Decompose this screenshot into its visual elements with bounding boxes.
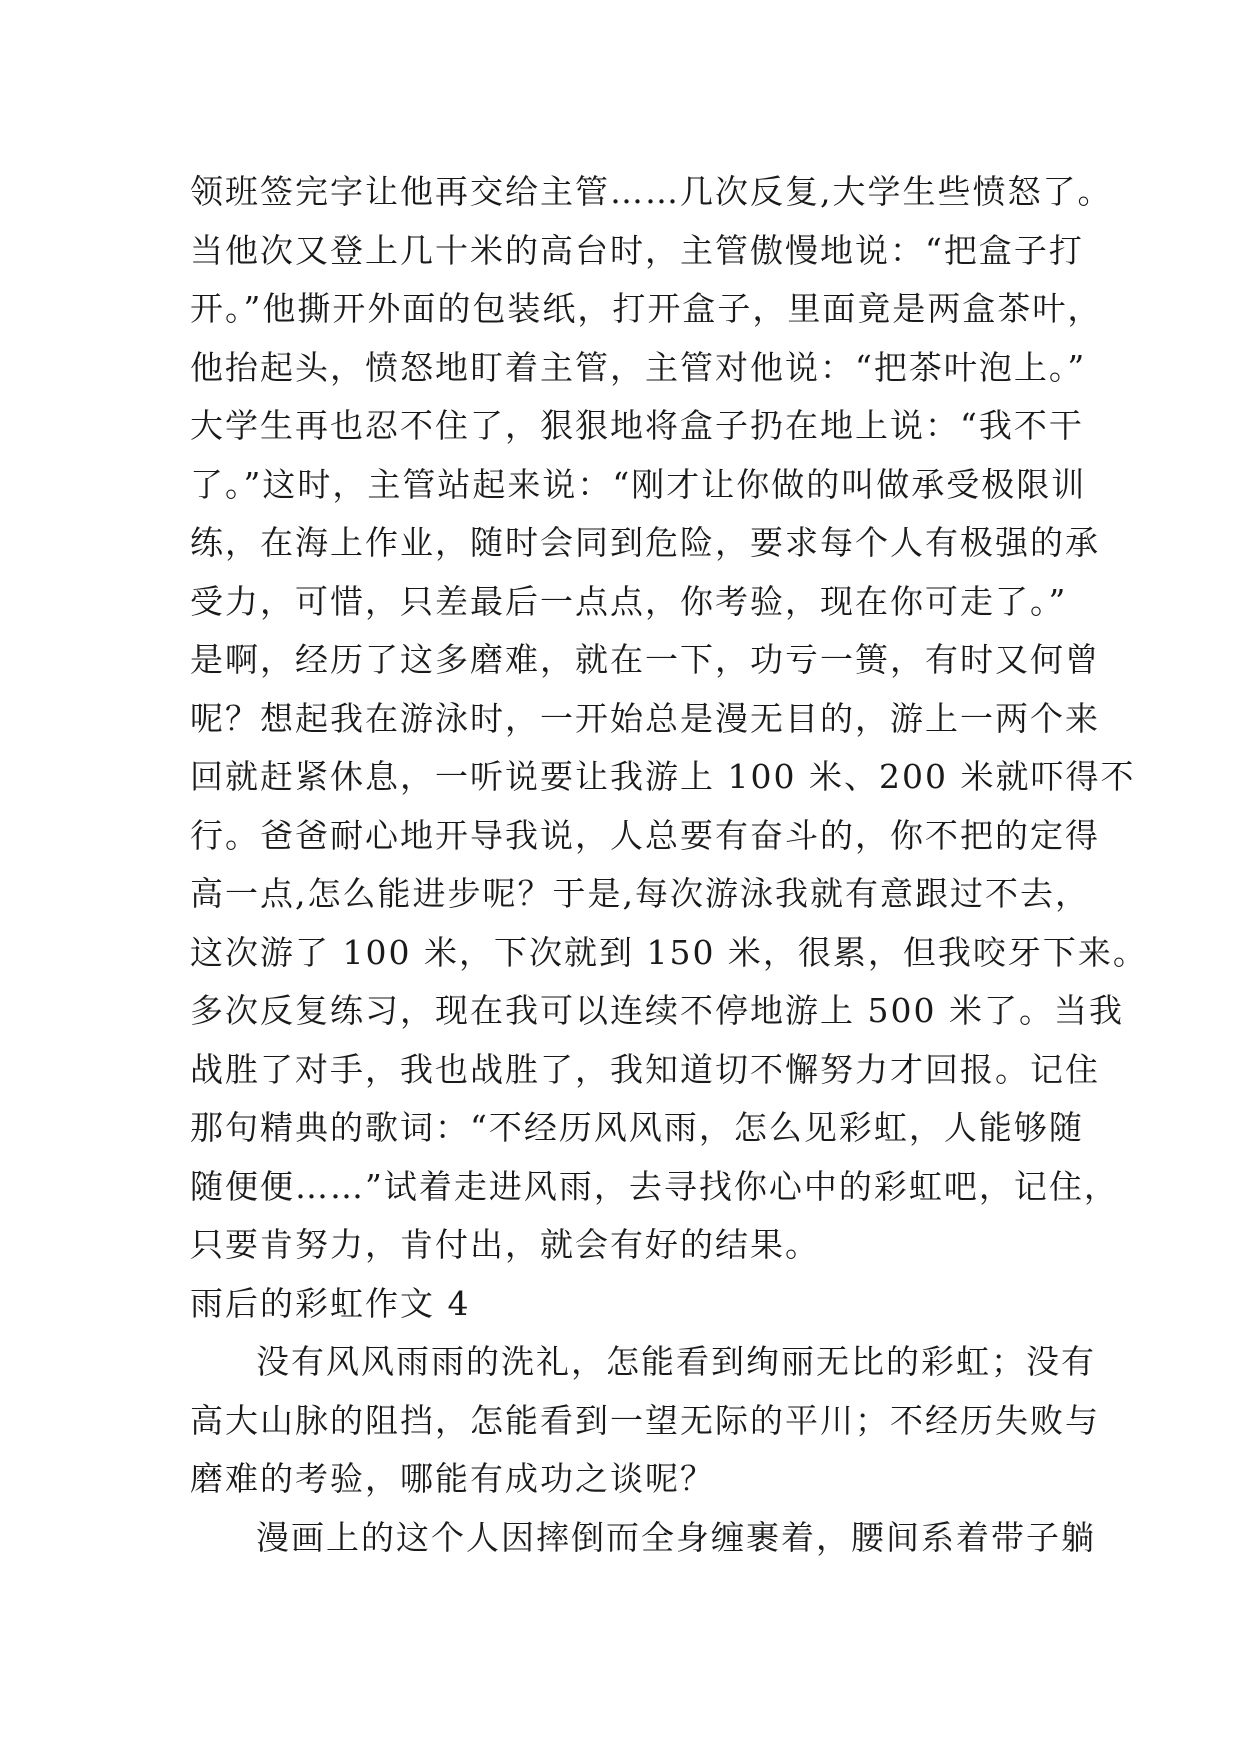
text-line: 那句精典的歌词：“不经历风风雨，怎么见彩虹，人能够随 <box>190 1108 1084 1147</box>
text-line: 雨后的彩虹作文 4 <box>190 1283 471 1323</box>
text-line: 领班签完字让他再交给主管……几次反复,大学生些愤怒了。 <box>190 172 1113 211</box>
text-line: 大学生再也忍不住了，狠狠地将盒子扔在地上说：“我不干 <box>190 406 1084 445</box>
text-line: 战胜了对手，我也战胜了，我知道切不懈努力才回报。记住 <box>190 1049 1100 1089</box>
document-body <box>190 163 1148 1567</box>
text-line: 他抬起头，愤怒地盯着主管，主管对他说：“把茶叶泡上。” <box>190 347 1087 387</box>
text-line: 高一点,怎么能进步呢？于是,每次游泳我就有意跟过不去， <box>190 874 1090 913</box>
text-line: 回就赶紧休息，一听说要让我游上 100 米、200 米就吓得不 <box>190 757 1136 796</box>
text-line: 高大山脉的阻挡，怎能看到一望无际的平川；不经历失败与 <box>190 1400 1100 1440</box>
text-line: 开。”他撕开外面的包装纸，打开盒子，里面竟是两盒茶叶， <box>190 289 1103 328</box>
text-line: 呢？想起我在游泳时，一开始总是漫无目的，游上一两个来 <box>190 698 1100 738</box>
text-line: 多次反复练习，现在我可以连续不停地游上 500 米了。当我 <box>190 991 1124 1030</box>
text-line: 只要肯努力，肯付出，就会有好的结果。 <box>190 1225 820 1264</box>
paragraph-first-line: 漫画上的这个人因摔倒而全身缠裹着，腰间系着带子躺 <box>256 1517 1096 1557</box>
text-line: 当他次又登上几十米的高台时，主管傲慢地说：“把盒子打 <box>190 230 1084 270</box>
text-line: 随便便……”试着走进风雨，去寻找你心中的彩虹吧，记住， <box>190 1166 1119 1206</box>
text-line: 行。爸爸耐心地开导我说，人总要有奋斗的，你不把的定得 <box>190 815 1100 855</box>
text-line: 是啊，经历了这多磨难，就在一下，功亏一篑，有时又何曾 <box>190 640 1100 679</box>
text-line: 磨难的考验，哪能有成功之谈呢？ <box>190 1459 715 1498</box>
text-line: 这次游了 100 米，下次就到 150 米，很累，但我咬牙下来。 <box>190 932 1148 972</box>
text-line: 了。”这时，主管站起来说：“刚才让你做的叫做承受极限训 <box>190 464 1087 504</box>
text-line: 练，在海上作业，随时会同到危险，要求每个人有极强的承 <box>190 523 1100 562</box>
paragraph-first-line: 没有风风雨雨的洗礼，怎能看到绚丽无比的彩虹；没有 <box>256 1342 1096 1381</box>
text-line: 受力，可惜，只差最后一点点，你考验，现在你可走了。” <box>190 581 1068 621</box>
